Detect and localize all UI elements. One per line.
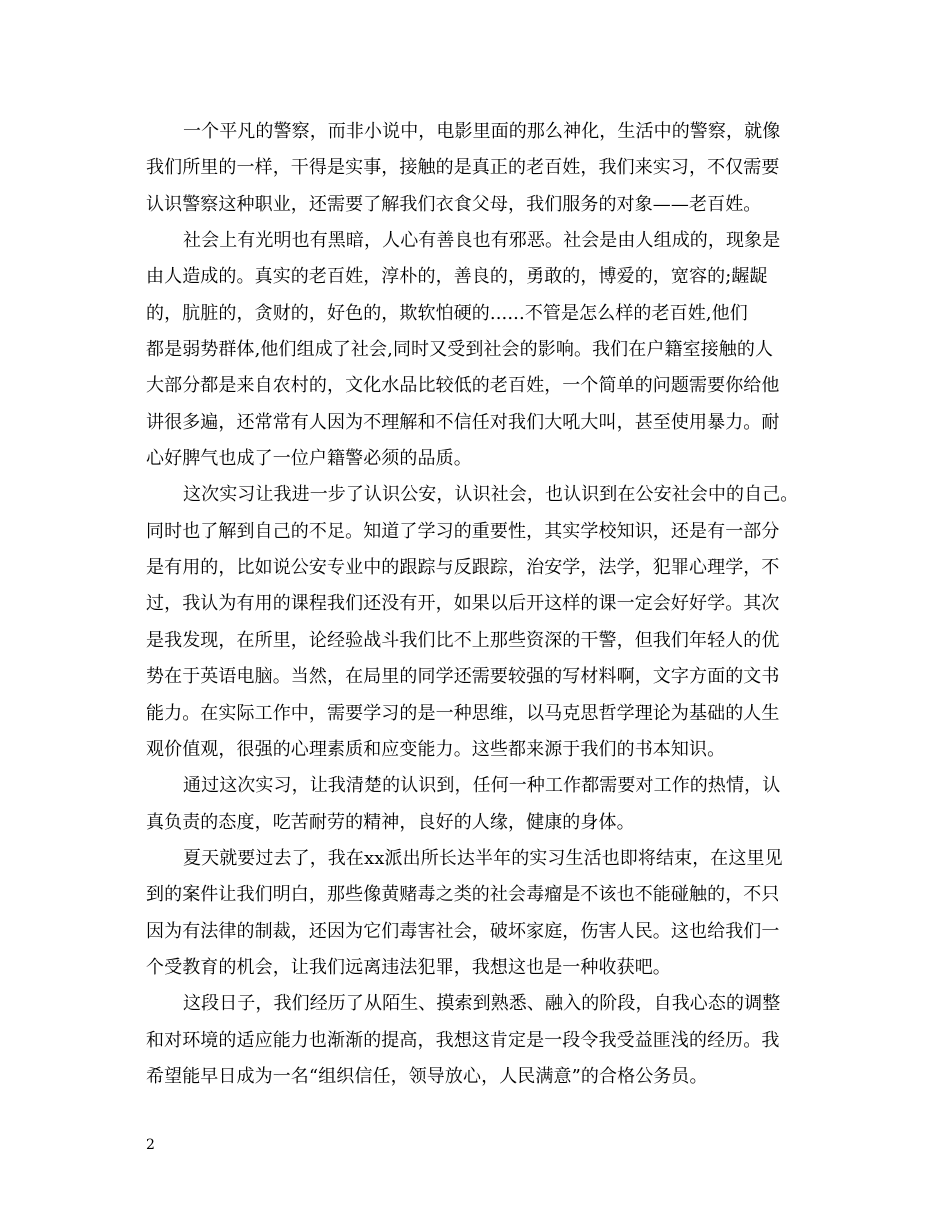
- text-line: 同时也了解到自己的不足。知道了学习的重要性，其实学校知识，还是有一部分: [146, 520, 780, 542]
- text-line: 势在于英语电脑。当然，在局里的同学还需要较强的写材料啊，文字方面的文书: [146, 666, 780, 688]
- text-line: 观价值观，很强的心理素质和应变能力。这些都来源于我们的书本知识。: [146, 738, 726, 760]
- text-line: 希望能早日成为一名“组织信任，领导放心，人民满意”的合格公务员。: [146, 1065, 708, 1087]
- text-line: 都是弱势群体,他们组成了社会,同时又受到社会的影响。我们在户籍室接触的人: [146, 339, 774, 361]
- text-line: 过，我认为有用的课程我们还没有开，如果以后开这样的课一定会好好学。其次: [146, 593, 780, 615]
- body-text: [146, 114, 806, 1095]
- text-line: 真负责的态度，吃苦耐劳的精神，良好的人缘，健康的身体。: [146, 811, 635, 833]
- text-line: 个受教育的机会，让我们远离违法犯罪，我想这也是一种收获吧。: [146, 956, 671, 978]
- text-line: 这段日子，我们经历了从陌生、摸索到熟悉、融入的阶段，自我心态的调整: [183, 993, 781, 1015]
- text-line: 大部分都是来自农村的，文化水品比较低的老百姓，一个简单的问题需要你给他: [146, 375, 780, 397]
- text-line: 的，肮脏的，贪财的，好色的，欺软怕硬的......不管是怎么样的老百姓,他们: [146, 302, 748, 324]
- page-number: 2: [146, 1137, 155, 1153]
- text-line: 能力。在实际工作中，需要学习的是一种思维，以马克思哲学理论为基础的人生: [146, 702, 780, 724]
- text-line: 到的案件让我们明白，那些像黄赌毒之类的社会毒瘤是不该也不能碰触的，不只: [146, 884, 780, 906]
- text-line: 和对环境的适应能力也渐渐的提高，我想这肯定是一段令我受益匪浅的经历。我: [146, 1029, 780, 1051]
- text-line: 这次实习让我进一步了认识公安，认识社会，也认识到在公安社会中的自己。: [183, 484, 799, 506]
- text-line: 社会上有光明也有黑暗，人心有善良也有邪恶。社会是由人组成的，现象是: [183, 230, 781, 252]
- text-line: 是有用的，比如说公安专业中的跟踪与反跟踪，治安学，法学，犯罪心理学，不: [146, 557, 780, 579]
- text-line: 因为有法律的制裁，还因为它们毒害社会，破坏家庭，伤害人民。这也给我们一: [146, 920, 780, 942]
- text-line: 我们所里的一样，干得是实事，接触的是真正的老百姓，我们来实习，不仅需要: [146, 157, 780, 179]
- text-line: 认识警察这种职业，还需要了解我们衣食父母，我们服务的对象——老百姓。: [146, 193, 762, 215]
- text-line: 讲很多遍，还常常有人因为不理解和不信任对我们大吼大叫，甚至使用暴力。耐: [146, 411, 780, 433]
- text-line: 通过这次实习，让我清楚的认识到，任何一种工作都需要对工作的热情，认: [183, 775, 781, 797]
- text-line: 夏天就要过去了，我在xx派出所长达半年的实习生活也即将结束，在这里见: [183, 847, 783, 869]
- text-line: 是我发现，在所里，论经验战斗我们比不上那些资深的干警，但我们年轻人的优: [146, 629, 780, 651]
- text-line: 心好脾气也成了一位户籍警必须的品质。: [146, 448, 472, 470]
- text-line: 由人造成的。真实的老百姓，淳朴的，善良的，勇敢的，博爱的，宽容的;龌龊: [146, 266, 768, 288]
- text-line: 一个平凡的警察，而非小说中，电影里面的那么神化，生活中的警察，就像: [183, 121, 781, 142]
